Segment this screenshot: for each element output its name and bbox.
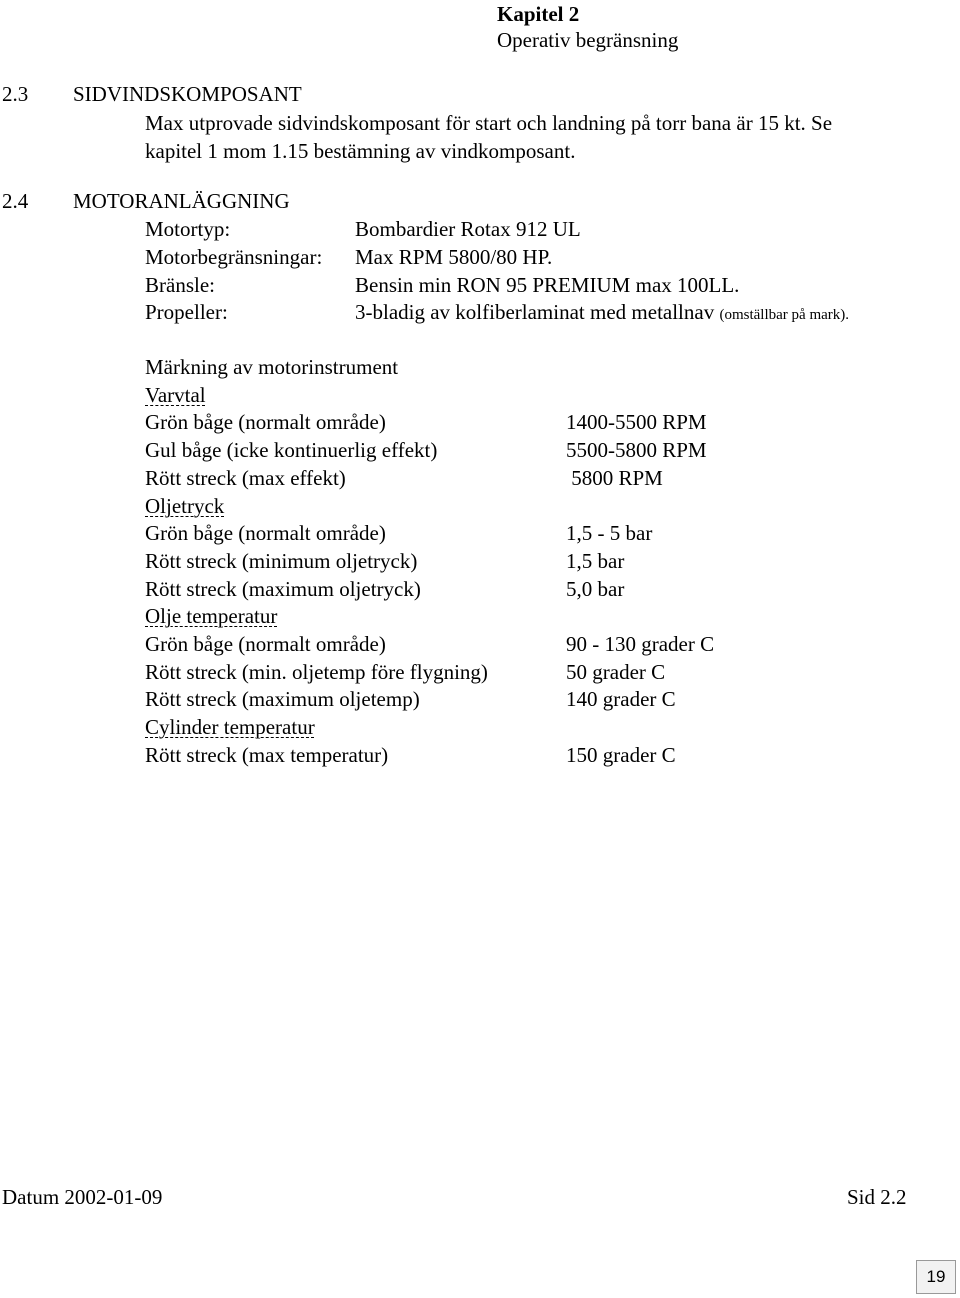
section-2-4-number: 2.4 xyxy=(2,189,29,213)
spec-label: Propeller: xyxy=(145,300,228,324)
instrument-value: 5500-5800 RPM xyxy=(566,438,707,462)
instruments-heading: Märkning av motorinstrument xyxy=(145,355,399,379)
instrument-value: 150 grader C xyxy=(566,743,676,767)
footer-page-ref: Sid 2.2 xyxy=(847,1185,907,1209)
instrument-label: Rött streck (maximum oljetryck) xyxy=(145,577,421,601)
group-title-cylinder-temperatur: Cylinder temperatur xyxy=(145,715,315,739)
spec-value: Max RPM 5800/80 HP. xyxy=(355,245,553,269)
instrument-label: Rött streck (maximum oljetemp) xyxy=(145,687,420,711)
spec-value: Bensin min RON 95 PREMIUM max 100LL. xyxy=(355,273,740,297)
group-title-oljetryck: Oljetryck xyxy=(145,494,225,518)
instrument-value: 5800 RPM xyxy=(566,466,663,490)
section-2-3-line-2: kapitel 1 mom 1.15 bestämning av vindkomposant. xyxy=(145,139,576,163)
instrument-label: Rött streck (max temperatur) xyxy=(145,743,389,767)
chapter-title: Kapitel 2 xyxy=(497,2,580,26)
instrument-value: 1,5 bar xyxy=(566,549,625,573)
footer-date: Datum 2002-01-09 xyxy=(2,1185,163,1209)
instrument-label: Grön båge (normalt område) xyxy=(145,410,386,434)
instrument-value: 50 grader C xyxy=(566,660,666,684)
instrument-label: Rött streck (minimum oljetryck) xyxy=(145,549,418,573)
spec-value: Bombardier Rotax 912 UL xyxy=(355,217,581,241)
spec-label: Motortyp: xyxy=(145,217,231,241)
instrument-label: Rött streck (min. oljetemp före flygning) xyxy=(145,660,488,684)
spec-value xyxy=(355,298,849,329)
instrument-value: 1,5 - 5 bar xyxy=(566,521,653,545)
instrument-label: Gul båge (icke kontinuerlig effekt) xyxy=(145,438,438,462)
instrument-value: 5,0 bar xyxy=(566,577,625,601)
spec-label: Bränsle: xyxy=(145,273,215,297)
spec-note: (omställbar på mark). xyxy=(719,307,850,323)
spec-label: Motorbegränsningar: xyxy=(145,245,323,269)
instrument-label: Grön båge (normalt område) xyxy=(145,521,386,545)
instrument-value: 90 - 130 grader C xyxy=(566,632,715,656)
instrument-value: 1400-5500 RPM xyxy=(566,410,707,434)
chapter-subtitle: Operativ begränsning xyxy=(497,28,679,52)
section-2-4-title: MOTORANLÄGGNING xyxy=(73,189,290,213)
instrument-label: Grön båge (normalt område) xyxy=(145,632,386,656)
section-2-3-line-1: Max utprovade sidvindskomposant för start och landning på torr bana är 15 kt. Se xyxy=(145,111,833,135)
spec-value-text: 3-bladig av kolfiberlaminat med metallnav xyxy=(355,300,715,324)
section-2-3-title: SIDVINDSKOMPOSANT xyxy=(73,82,302,106)
instrument-label: Rött streck (max effekt) xyxy=(145,466,346,490)
section-2-3-number: 2.3 xyxy=(2,82,29,106)
page-number: 19 xyxy=(926,1267,946,1286)
page-number-box xyxy=(916,1260,956,1294)
group-title-olje-temperatur: Olje temperatur xyxy=(145,604,278,628)
group-title-varvtal: Varvtal xyxy=(145,383,206,407)
instrument-value: 140 grader C xyxy=(566,687,676,711)
